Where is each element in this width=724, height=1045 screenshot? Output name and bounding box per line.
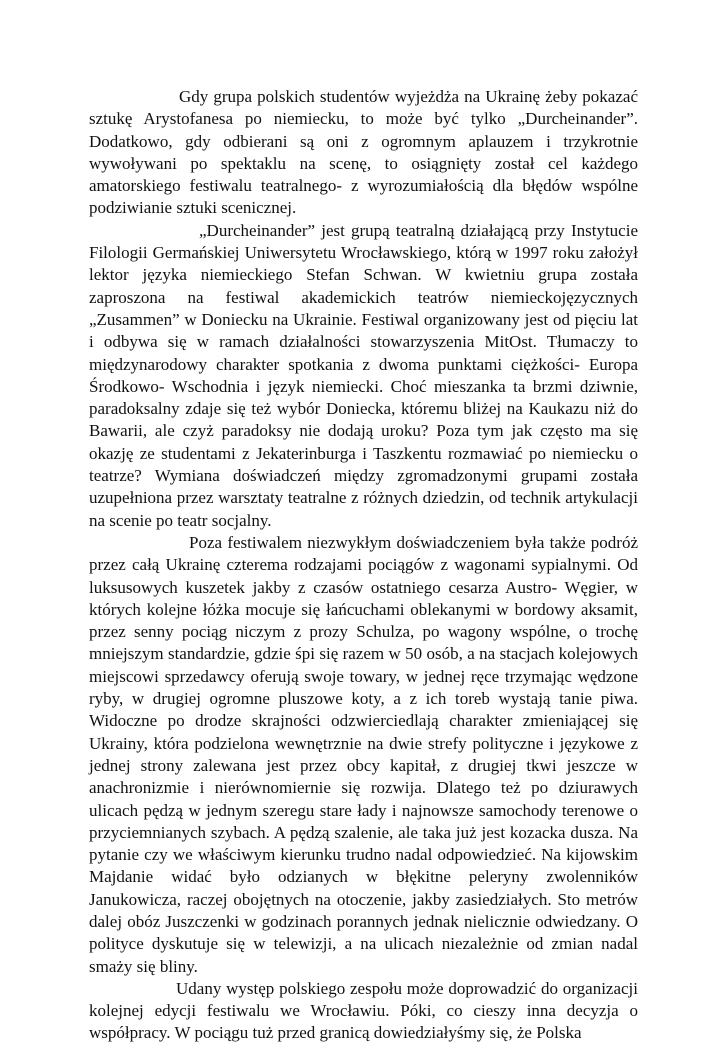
paragraph-conclusion: Udany występ polskiego zespołu może doprowadzić do organizacji kolejnej edycji festiwalu we Wrocławiu. Póki, co cieszy inna decyzja o współpracy. W pociągu tuż przed granicą dowiedziałyśmy się, że Polska xyxy=(89,978,638,1043)
article-body xyxy=(89,86,638,1045)
paragraph-group-description: „Durcheinander” jest grupą teatralną działającą przy Instytucie Filologii Germańskiej Uniwersytetu Wrocławskiego, którą w 1997 roku założył lektor języka niemieckiego Stefan Schwan. W kwietniu grupa została zaproszona na festiwal akademickich teatrów niemieckojęzycznych „Zusammen” w Doniecku na Ukrainie. Festiwal organizowany jest od pięciu lat i odbywa się w ramach działalności stowarzyszenia MitOst. Tłumaczy to międzynarodowy charakter spotkania z dwoma punktami ciężkości- Europa Środkowo- Wschodnia i język niemiecki. Choć mieszanka ta brzmi dziwnie, paradoksalny zdaje się też wybór Doniecka, któremu bliżej na Kaukazu niż do Bawarii, ale czyż paradoksy nie dodają uroku? Poza tym jak często ma się okazję ze studentami z Jekaterinburga i Taszkentu rozmawiać po niemiecku o teatrze? Wymiana doświadczeń między zgromadzonymi grupami została uzupełniona przez warsztaty teatralne z różnych dziedzin, od technik artykulacji na scenie po teatr socjalny. xyxy=(89,220,638,530)
paragraph-intro: Gdy grupa polskich studentów wyjeżdża na Ukrainę żeby pokazać sztukę Arystofanesa po niemiecku, to może być tylko „Durcheinander”. Dodatkowo, gdy odbierani są oni z ogromnym aplauzem i trzykrotnie wywoływani po spektaklu na scenę, to osiągnięty został cel każdego amatorskiego festiwalu teatralnego- z wyrozumiałością dla błędów wspólne podziwianie sztuki scenicznej. xyxy=(89,87,638,218)
paragraph-journey: Poza festiwalem niezwykłym doświadczeniem była także podróż przez całą Ukrainę czterema rodzajami pociągów z wagonami sypialnymi. Od luksusowych kuszetek jakby z czasów ostatniego cesarza Austro- Węgier, w których kolejne łóżka mocuje się łańcuchami oblekanymi w bordowy aksamit, przez senny pociąg niczym z prozy Schulza, po wagony wspólne, o trochę mniejszym standardzie, gdzie śpi się razem w 50 osób, a na stacjach kolejowych miejscowi sprzedawcy oferują swoje towary, w jednej ręce trzymając wędzone ryby, w drugiej ogromne pluszowe koty, a z ich toreb wystają tanie piwa. Widoczne po drodze skrajności odzwierciedlają charakter zmieniającej się Ukrainy, która podzielona wewnętrznie na dwie strefy polityczne i językowe z jednej strony zalewana jest przez obcy kapitał, z drugiej tkwi jeszcze w anachronizmie i nierównomiernie się rozwija. Dlatego też po dziurawych ulicach pędzą w jednym szeregu stare łady i najnowsze samochody terenowe o przyciemnianych szybach. A pędzą szalenie, ale taka już jest kozacka dusza. Na pytanie czy we właściwym kierunku trudno nadal odpowiedzieć. Na kijowskim Majdanie widać było odzianych w błękitne peleryny zwolenników Janukowicza, raczej obojętnych na otoczenie, jakby zasiedziałych. Sto metrów dalej obóz Juszczenki w godzinach porannych jednak nielicznie odwiedzany. O polityce dyskutuje się w telewizji, a na ulicach niezależnie od zmian nadal smaży się bliny. xyxy=(89,532,638,976)
